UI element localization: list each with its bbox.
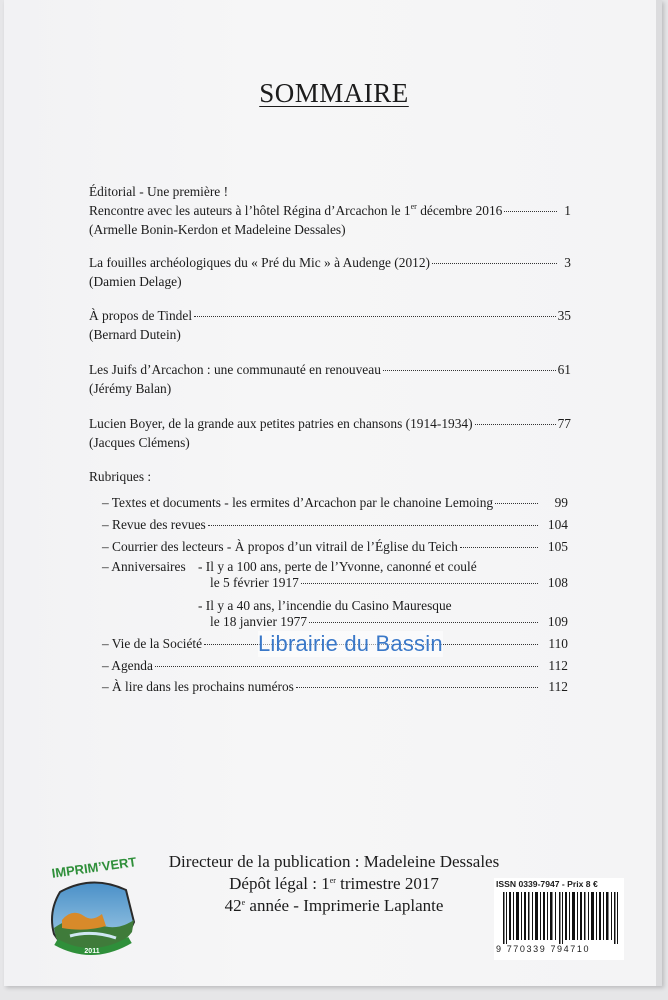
barcode-icon <box>503 892 623 944</box>
toc-entry-author: (Jacques Clémens) <box>89 435 190 450</box>
anniversaire-item-2: le 18 janvier 1977 109 <box>210 614 568 629</box>
page-number: 99 <box>554 495 568 510</box>
page-number: 77 <box>557 416 571 431</box>
toc-entry-heading: Éditorial - Une première ! <box>89 184 229 199</box>
toc-entry-tindel <box>89 306 571 344</box>
toc-entry-author: (Armelle Bonin-Kerdon et Madeleine Dessales) <box>89 222 346 237</box>
page-number: 35 <box>557 308 571 323</box>
page-number: 105 <box>547 539 568 554</box>
footer-imprimerie: 42e année - Imprimerie Laplante <box>224 896 444 915</box>
toc-entry-line: Lucien Boyer, de la grande aux petites patries en chansons (1914-1934) 77 <box>89 416 571 431</box>
leader-dots <box>194 316 556 317</box>
page-number: 112 <box>548 679 568 694</box>
leader-dots <box>155 666 538 667</box>
page-number: 61 <box>557 362 571 377</box>
toc-entry-line: La fouilles archéologiques du « Pré du Mic » à Audenge (2012) 3 <box>89 255 571 270</box>
imprim-vert-text: IMPRIM’VERT <box>50 854 138 881</box>
issn-price: ISSN 0339-7947 - Prix 8 € <box>496 879 598 889</box>
page-number: 110 <box>548 636 568 651</box>
page-title: SOMMAIRE <box>259 78 409 108</box>
rubrique-textes: – Textes et documents - les ermites d’Arcachon par le chanoine Lemoing 99 <box>102 495 568 510</box>
anniversaire-item-2-line1: - Il y a 40 ans, l’incendie du Casino Mauresque <box>198 598 452 613</box>
page-number: 3 <box>564 255 571 270</box>
leader-dots <box>383 370 556 371</box>
anniversaire-item-1: le 5 février 1917 108 <box>210 575 568 590</box>
toc-entry-juifs <box>89 360 571 398</box>
rubrique-agenda: – Agenda 112 <box>102 658 568 673</box>
cover-edge <box>656 0 662 986</box>
toc-entry-line: À propos de Tindel 35 <box>89 308 571 323</box>
barcode-digits: 9 770339 794710 <box>496 944 591 954</box>
page-number: 109 <box>547 614 568 629</box>
anniversaire-item-1-line1: - Il y a 100 ans, perte de l’Yvonne, canonné et coulé <box>198 559 477 574</box>
rubriques-heading: Rubriques : <box>89 469 152 484</box>
leader-dots <box>432 263 557 264</box>
leader-dots <box>460 547 538 548</box>
rubrique-a-lire: – À lire dans les prochains numéros 112 <box>102 679 568 694</box>
leader-dots <box>301 583 538 584</box>
rubrique-courrier: – Courrier des lecteurs - À propos d’un vitrail de l’Église du Teich 105 <box>102 539 568 554</box>
footer-depot-legal: Dépôt légal : 1er trimestre 2017 <box>229 874 439 893</box>
page-number: 108 <box>547 575 568 590</box>
toc-entry-author: (Bernard Dutein) <box>89 327 181 342</box>
rubrique-vie-societe: – Vie de la Société 110 <box>102 636 568 651</box>
toc-entry-audenge <box>89 253 571 291</box>
seller-watermark: Librairie du Bassin <box>258 631 443 656</box>
logo-year: 2011 <box>84 948 100 955</box>
page-number: 112 <box>548 658 568 673</box>
toc-entry-author: (Jérémy Balan) <box>89 381 172 396</box>
leader-dots <box>475 424 556 425</box>
leader-dots <box>296 687 538 688</box>
toc-entry-editorial <box>89 182 571 239</box>
leader-dots <box>208 525 538 526</box>
leader-dots <box>309 622 538 623</box>
leader-dots <box>495 503 538 504</box>
page-number: 104 <box>547 517 568 532</box>
rubrique-revue: – Revue des revues 104 <box>102 517 568 532</box>
rubrique-anniversaires-label: – Anniversaires <box>102 559 186 574</box>
toc-entry-line: Les Juifs d’Arcachon : une communauté en renouveau 61 <box>89 362 571 377</box>
toc-entry-boyer <box>89 414 571 452</box>
toc-entry-line: Rencontre avec les auteurs à l’hôtel Régina d’Arcachon le 1er décembre 2016 1 <box>89 202 571 218</box>
leader-dots <box>504 211 557 212</box>
toc-entry-author: (Damien Delage) <box>89 274 182 289</box>
page-number: 1 <box>564 203 571 218</box>
footer-director: Directeur de la publication : Madeleine Dessales <box>168 852 500 871</box>
